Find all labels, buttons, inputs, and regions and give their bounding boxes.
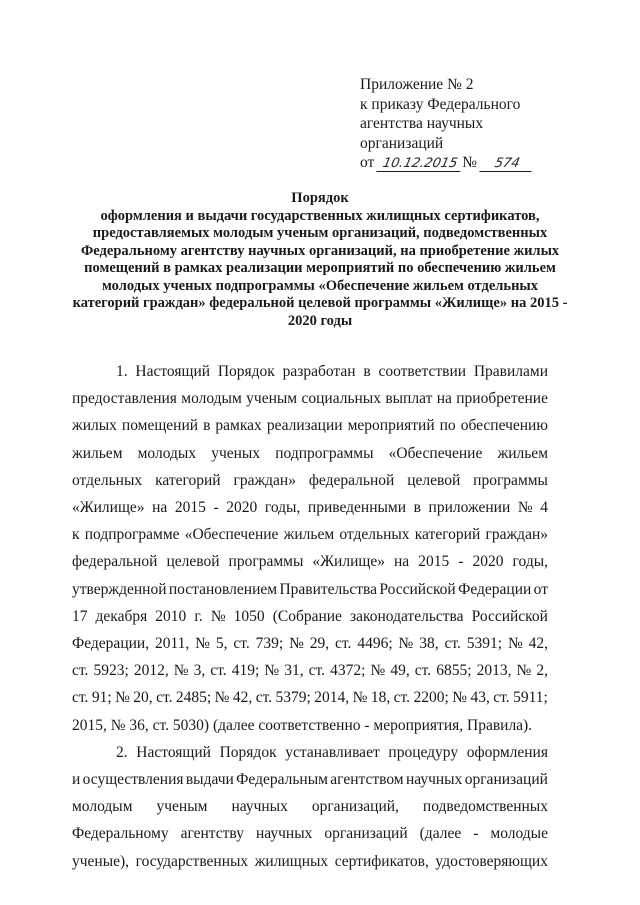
body-line: «Жилище» на 2015 - 2020 годы, приведенными в приложении № 4: [72, 499, 548, 517]
body-line: к подпрограмме «Обеспечение жильем отдельных категорий граждан»: [72, 526, 548, 544]
number-label: №: [462, 154, 477, 171]
body-line: жильем молодых ученых подпрограммы «Обеспечение жильем: [72, 444, 548, 462]
body-line: отдельных категорий граждан» федеральной целевой программы: [72, 471, 548, 489]
handwritten-date: 10.12.2015: [377, 156, 464, 172]
body-line: 2. Настоящий Порядок устанавливает процедуру оформления: [116, 743, 548, 761]
title-line: 2020 годы: [287, 312, 353, 329]
from-label: от: [360, 154, 375, 171]
body-line: Федеральному агентству научных организаций (далее - молодые: [72, 825, 548, 843]
body-line: ученые), государственных жилищных сертификатов, удостоверяющих: [72, 852, 548, 870]
body-line: федеральной целевой программы «Жилище» на 2015 - 2020 годы,: [72, 553, 548, 571]
body-line: и осуществления выдачи Федеральным агентством научных организаций: [72, 771, 548, 789]
paragraph-1: [72, 358, 548, 739]
title-line: молодых ученых подпрограммы «Обеспечение жильем отдельных: [102, 277, 538, 294]
body-line: 17 декабря 2010 г. № 1050 (Собрание законодательства Российской: [72, 607, 548, 625]
title-line: Федеральному агентству научных организаций, на приобретение жилых: [80, 242, 560, 259]
title-line: категорий граждан» федеральной целевой программы «Жилище» на 2015 -: [72, 295, 568, 311]
handwritten-number: 574: [479, 156, 534, 172]
title-line: Порядок: [291, 190, 349, 206]
appendix-line: агентства научных: [360, 115, 484, 132]
body-line: ст. 5923; 2012, № 3, ст. 419; № 31, ст. 4372; № 49, ст. 6855; 2013, № 2,: [72, 662, 548, 680]
body-line: предоставления молодым ученым социальных выплат на приобретение: [72, 390, 548, 408]
body-line: 1. Настоящий Порядок разработан в соответствии Правилами: [116, 363, 548, 380]
body-line: утвержденной постановлением Правительства Российской Федерации от: [72, 580, 548, 598]
document-title: [62, 190, 578, 330]
body-line: Федерации, 2011, № 5, ст. 739; № 29, ст. 4496; № 38, ст. 5391; № 42,: [72, 635, 548, 653]
appendix-header: [360, 75, 600, 173]
paragraph-2: [72, 739, 548, 875]
appendix-line: к приказу Федерального: [360, 95, 521, 113]
appendix-line: организаций: [360, 134, 444, 152]
body-line: ст. 91; № 20, ст. 2485; № 42, ст. 5379; 2014, № 18, ст. 2200; № 43, ст. 5911;: [72, 689, 548, 707]
document-body: [72, 358, 548, 875]
title-line: помещений в рамках реализации мероприятий по обеспечению жильем: [84, 260, 556, 276]
body-line: 2015, № 36, ст. 5030) (далее соответственно - мероприятия, Правила).: [72, 716, 533, 734]
title-line: предоставляемых молодым ученым организаций, подведомственных: [92, 225, 548, 241]
body-line: жилых помещений в рамках реализации мероприятий по обеспечению: [72, 417, 548, 435]
body-line: молодым ученым научных организаций, подведомственных: [72, 798, 548, 816]
order-date-number-row: [360, 153, 600, 173]
appendix-line: Приложение № 2: [360, 76, 474, 93]
title-line: оформления и выдачи государственных жилищных сертификатов,: [100, 207, 540, 224]
